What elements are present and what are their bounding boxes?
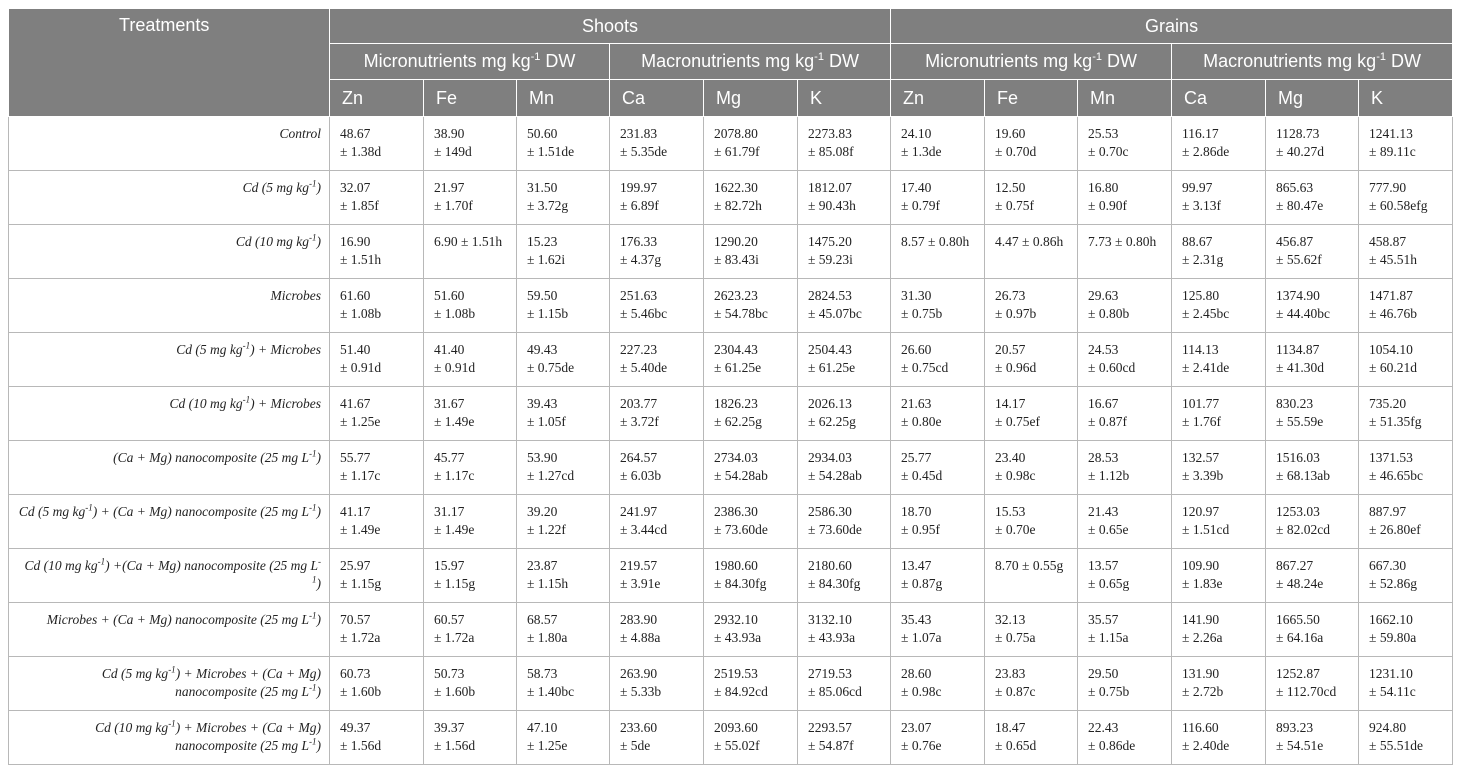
grains-micronutrients-header: Micronutrients mg $kg^{-1}$ DW: [891, 44, 1172, 80]
value-cell: 2734.03 ± 54.28ab: [704, 441, 798, 495]
value-cell: 667.30 ± 52.86g: [1359, 549, 1453, 603]
value-cell: 101.77 ± 1.76f: [1172, 387, 1266, 441]
nutrient-table: [8, 8, 1453, 765]
value-cell: 18.47 ± 0.65d: [985, 711, 1078, 765]
value-cell: 15.23 ± 1.62i: [517, 225, 610, 279]
value-cell: 15.97 ± 1.15g: [424, 549, 517, 603]
value-cell: 13.57 ± 0.65g: [1078, 549, 1172, 603]
value-cell: 32.07 ± 1.85f: [330, 171, 424, 225]
value-cell: 1290.20 ± 83.43i: [704, 225, 798, 279]
value-cell: 51.60 ± 1.08b: [424, 279, 517, 333]
value-cell: 35.57 ± 1.15a: [1078, 603, 1172, 657]
value-cell: 55.77 ± 1.17c: [330, 441, 424, 495]
element-header-mn-grains: Mn: [1078, 80, 1172, 117]
value-cell: 7.73 ± 0.80h: [1078, 225, 1172, 279]
value-cell: 99.97 ± 3.13f: [1172, 171, 1266, 225]
treatment-cell: (Ca + Mg) nanocomposite (25 mg $L^{-1}$): [9, 441, 330, 495]
value-cell: 60.73 ± 1.60b: [330, 657, 424, 711]
value-cell: 233.60 ± 5de: [610, 711, 704, 765]
value-cell: 116.17 ± 2.86de: [1172, 117, 1266, 171]
element-header-mg-grains: Mg: [1266, 80, 1359, 117]
treatment-cell: Cd (5 mg $kg^{-1}$): [9, 171, 330, 225]
grains-header: Grains: [891, 9, 1453, 44]
value-cell: 38.90 ± 149d: [424, 117, 517, 171]
value-cell: 1054.10 ± 60.21d: [1359, 333, 1453, 387]
element-header-zn-shoots: Zn: [330, 80, 424, 117]
treatment-cell: Cd (10 mg $kg^{-1}$) + Microbes + (Ca + Mg) nanocomposite (25 mg $L^{-1}$): [9, 711, 330, 765]
value-cell: 53.90 ± 1.27cd: [517, 441, 610, 495]
value-cell: 23.83 ± 0.87c: [985, 657, 1078, 711]
value-cell: 231.83 ± 5.35de: [610, 117, 704, 171]
value-cell: 1374.90 ± 44.40bc: [1266, 279, 1359, 333]
value-cell: 125.80 ± 2.45bc: [1172, 279, 1266, 333]
value-cell: 1134.87 ± 41.30d: [1266, 333, 1359, 387]
value-cell: 141.90 ± 2.26a: [1172, 603, 1266, 657]
value-cell: 887.97 ± 26.80ef: [1359, 495, 1453, 549]
value-cell: 227.23 ± 5.40de: [610, 333, 704, 387]
table-row: [9, 441, 1453, 495]
value-cell: 12.50 ± 0.75f: [985, 171, 1078, 225]
treatment-cell: Control: [9, 117, 330, 171]
treatment-cell: Cd (10 mg $kg^{-1}) +(Ca + Mg)$ nanocomposite (25 mg $L^{-1}$): [9, 549, 330, 603]
treatment-cell: Cd (10 mg $kg^{-1}$): [9, 225, 330, 279]
value-cell: 1475.20 ± 59.23i: [798, 225, 891, 279]
table-header: [9, 9, 1453, 117]
value-cell: 47.10 ± 1.25e: [517, 711, 610, 765]
value-cell: 6.90 ± 1.51h: [424, 225, 517, 279]
value-cell: 131.90 ± 2.72b: [1172, 657, 1266, 711]
value-cell: 1128.73 ± 40.27d: [1266, 117, 1359, 171]
value-cell: 2026.13 ± 62.25g: [798, 387, 891, 441]
value-cell: 25.97 ± 1.15g: [330, 549, 424, 603]
table-row: [9, 171, 1453, 225]
value-cell: 21.63 ± 0.80e: [891, 387, 985, 441]
value-cell: 24.10 ± 1.3de: [891, 117, 985, 171]
value-cell: 41.67 ± 1.25e: [330, 387, 424, 441]
value-cell: 23.40 ± 0.98c: [985, 441, 1078, 495]
value-cell: 28.53 ± 1.12b: [1078, 441, 1172, 495]
value-cell: 132.57 ± 3.39b: [1172, 441, 1266, 495]
value-cell: 2824.53 ± 45.07bc: [798, 279, 891, 333]
table-row: [9, 279, 1453, 333]
value-cell: 3132.10 ± 43.93a: [798, 603, 891, 657]
value-cell: 2386.30 ± 73.60de: [704, 495, 798, 549]
value-cell: 25.53 ± 0.70c: [1078, 117, 1172, 171]
value-cell: 2304.43 ± 61.25e: [704, 333, 798, 387]
value-cell: 893.23 ± 54.51e: [1266, 711, 1359, 765]
value-cell: 1252.87 ± 112.70cd: [1266, 657, 1359, 711]
table-row: [9, 657, 1453, 711]
treatment-cell: Microbes + (Ca + Mg) nanocomposite (25 mg $L^{-1}$): [9, 603, 330, 657]
value-cell: 2078.80 ± 61.79f: [704, 117, 798, 171]
value-cell: 1622.30 ± 82.72h: [704, 171, 798, 225]
value-cell: 14.17 ± 0.75ef: [985, 387, 1078, 441]
element-header-k-shoots: K: [798, 80, 891, 117]
value-cell: 45.77 ± 1.17c: [424, 441, 517, 495]
value-cell: 16.80 ± 0.90f: [1078, 171, 1172, 225]
value-cell: 19.60 ± 0.70d: [985, 117, 1078, 171]
value-cell: 39.37 ± 1.56d: [424, 711, 517, 765]
value-cell: 31.17 ± 1.49e: [424, 495, 517, 549]
value-cell: 23.07 ± 0.76e: [891, 711, 985, 765]
value-cell: 264.57 ± 6.03b: [610, 441, 704, 495]
value-cell: 199.97 ± 6.89f: [610, 171, 704, 225]
value-cell: 61.60 ± 1.08b: [330, 279, 424, 333]
table-row: [9, 117, 1453, 171]
value-cell: 2504.43 ± 61.25e: [798, 333, 891, 387]
value-cell: 24.53 ± 0.60cd: [1078, 333, 1172, 387]
value-cell: 283.90 ± 4.88a: [610, 603, 704, 657]
value-cell: 203.77 ± 3.72f: [610, 387, 704, 441]
element-header-fe-shoots: Fe: [424, 80, 517, 117]
value-cell: 1665.50 ± 64.16a: [1266, 603, 1359, 657]
value-cell: 18.70 ± 0.95f: [891, 495, 985, 549]
treatment-cell: Cd (5 mg $kg^{-1}) + (Ca + Mg)$ nanocomposite (25 mg $L^{-1}$): [9, 495, 330, 549]
value-cell: 25.77 ± 0.45d: [891, 441, 985, 495]
value-cell: 1662.10 ± 59.80a: [1359, 603, 1453, 657]
value-cell: 1241.13 ± 89.11c: [1359, 117, 1453, 171]
value-cell: 116.60 ± 2.40de: [1172, 711, 1266, 765]
value-cell: 1371.53 ± 46.65bc: [1359, 441, 1453, 495]
table-container: [8, 8, 1452, 765]
value-cell: 867.27 ± 48.24e: [1266, 549, 1359, 603]
value-cell: 88.67 ± 2.31g: [1172, 225, 1266, 279]
value-cell: 830.23 ± 55.59e: [1266, 387, 1359, 441]
treatment-cell: Microbes: [9, 279, 330, 333]
table-row: [9, 495, 1453, 549]
shoots-header: Shoots: [330, 9, 891, 44]
value-cell: 48.67 ± 1.38d: [330, 117, 424, 171]
value-cell: 1516.03 ± 68.13ab: [1266, 441, 1359, 495]
value-cell: 21.97 ± 1.70f: [424, 171, 517, 225]
table-row: [9, 387, 1453, 441]
value-cell: 109.90 ± 1.83e: [1172, 549, 1266, 603]
value-cell: 26.60 ± 0.75cd: [891, 333, 985, 387]
value-cell: 16.67 ± 0.87f: [1078, 387, 1172, 441]
value-cell: 60.57 ± 1.72a: [424, 603, 517, 657]
value-cell: 58.73 ± 1.40bc: [517, 657, 610, 711]
value-cell: 1253.03 ± 82.02cd: [1266, 495, 1359, 549]
value-cell: 32.13 ± 0.75a: [985, 603, 1078, 657]
value-cell: 1812.07 ± 90.43h: [798, 171, 891, 225]
value-cell: 2932.10 ± 43.93a: [704, 603, 798, 657]
value-cell: 456.87 ± 55.62f: [1266, 225, 1359, 279]
value-cell: 924.80 ± 55.51de: [1359, 711, 1453, 765]
value-cell: 2719.53 ± 85.06cd: [798, 657, 891, 711]
value-cell: 39.20 ± 1.22f: [517, 495, 610, 549]
value-cell: 2293.57 ± 54.87f: [798, 711, 891, 765]
value-cell: 41.17 ± 1.49e: [330, 495, 424, 549]
element-header-zn-grains: Zn: [891, 80, 985, 117]
value-cell: 2093.60 ± 55.02f: [704, 711, 798, 765]
value-cell: 241.97 ± 3.44cd: [610, 495, 704, 549]
value-cell: 29.63 ± 0.80b: [1078, 279, 1172, 333]
element-header-mn-shoots: Mn: [517, 80, 610, 117]
value-cell: 2586.30 ± 73.60de: [798, 495, 891, 549]
value-cell: 20.57 ± 0.96d: [985, 333, 1078, 387]
value-cell: 21.43 ± 0.65e: [1078, 495, 1172, 549]
value-cell: 4.47 ± 0.86h: [985, 225, 1078, 279]
value-cell: 176.33 ± 4.37g: [610, 225, 704, 279]
value-cell: 120.97 ± 1.51cd: [1172, 495, 1266, 549]
value-cell: 35.43 ± 1.07a: [891, 603, 985, 657]
value-cell: 114.13 ± 2.41de: [1172, 333, 1266, 387]
value-cell: 8.57 ± 0.80h: [891, 225, 985, 279]
value-cell: 1826.23 ± 62.25g: [704, 387, 798, 441]
value-cell: 1231.10 ± 54.11c: [1359, 657, 1453, 711]
value-cell: 219.57 ± 3.91e: [610, 549, 704, 603]
value-cell: 735.20 ± 51.35fg: [1359, 387, 1453, 441]
shoots-micronutrients-header: Micronutrients mg $kg^{-1}$ DW: [330, 44, 610, 80]
value-cell: 41.40 ± 0.91d: [424, 333, 517, 387]
value-cell: 865.63 ± 80.47e: [1266, 171, 1359, 225]
value-cell: 251.63 ± 5.46bc: [610, 279, 704, 333]
value-cell: 59.50 ± 1.15b: [517, 279, 610, 333]
value-cell: 8.70 ± 0.55g: [985, 549, 1078, 603]
value-cell: 70.57 ± 1.72a: [330, 603, 424, 657]
value-cell: 26.73 ± 0.97b: [985, 279, 1078, 333]
value-cell: 51.40 ± 0.91d: [330, 333, 424, 387]
table-row: [9, 549, 1453, 603]
value-cell: 1980.60 ± 84.30fg: [704, 549, 798, 603]
value-cell: 31.67 ± 1.49e: [424, 387, 517, 441]
element-header-ca-grains: Ca: [1172, 80, 1266, 117]
value-cell: 49.37 ± 1.56d: [330, 711, 424, 765]
value-cell: 49.43 ± 0.75de: [517, 333, 610, 387]
table-row: [9, 333, 1453, 387]
element-header-ca-shoots: Ca: [610, 80, 704, 117]
value-cell: 2623.23 ± 54.78bc: [704, 279, 798, 333]
table-body: [9, 117, 1453, 765]
table-row: [9, 603, 1453, 657]
value-cell: 2519.53 ± 84.92cd: [704, 657, 798, 711]
value-cell: 16.90 ± 1.51h: [330, 225, 424, 279]
value-cell: 2273.83 ± 85.08f: [798, 117, 891, 171]
element-header-fe-grains: Fe: [985, 80, 1078, 117]
value-cell: 17.40 ± 0.79f: [891, 171, 985, 225]
value-cell: 50.73 ± 1.60b: [424, 657, 517, 711]
value-cell: 2934.03 ± 54.28ab: [798, 441, 891, 495]
value-cell: 28.60 ± 0.98c: [891, 657, 985, 711]
table-row: [9, 225, 1453, 279]
value-cell: 23.87 ± 1.15h: [517, 549, 610, 603]
value-cell: 31.30 ± 0.75b: [891, 279, 985, 333]
table-row: [9, 711, 1453, 765]
value-cell: 39.43 ± 1.05f: [517, 387, 610, 441]
value-cell: 31.50 ± 3.72g: [517, 171, 610, 225]
value-cell: 13.47 ± 0.87g: [891, 549, 985, 603]
treatment-cell: Cd (5 mg $kg^{-1}$) + Microbes: [9, 333, 330, 387]
value-cell: 15.53 ± 0.70e: [985, 495, 1078, 549]
value-cell: 22.43 ± 0.86de: [1078, 711, 1172, 765]
treatment-cell: Cd (5 mg $kg^{-1}$) + Microbes + (Ca + Mg) nanocomposite (25 mg $L^{-1}$): [9, 657, 330, 711]
value-cell: 777.90 ± 60.58efg: [1359, 171, 1453, 225]
treatments-header: Treatments: [9, 9, 330, 117]
shoots-macronutrients-header: Macronutrients mg $kg^{-1}$ DW: [610, 44, 891, 80]
grains-macronutrients-header: Macronutrients mg $kg^{-1}$ DW: [1172, 44, 1453, 80]
treatment-cell: Cd (10 mg $kg^{-1}$) + Microbes: [9, 387, 330, 441]
element-header-mg-shoots: Mg: [704, 80, 798, 117]
value-cell: 68.57 ± 1.80a: [517, 603, 610, 657]
value-cell: 29.50 ± 0.75b: [1078, 657, 1172, 711]
value-cell: 1471.87 ± 46.76b: [1359, 279, 1453, 333]
value-cell: 50.60 ± 1.51de: [517, 117, 610, 171]
value-cell: 458.87 ± 45.51h: [1359, 225, 1453, 279]
element-header-k-grains: K: [1359, 80, 1453, 117]
value-cell: 263.90 ± 5.33b: [610, 657, 704, 711]
value-cell: 2180.60 ± 84.30fg: [798, 549, 891, 603]
